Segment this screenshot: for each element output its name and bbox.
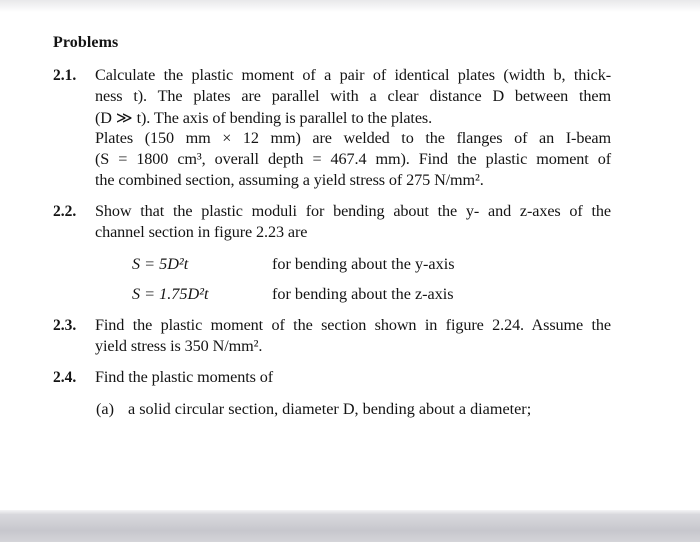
problem-text-line: channel section in figure 2.23 are bbox=[95, 223, 308, 241]
equation-formula: S = 1.75D²t bbox=[132, 285, 209, 303]
problem-number: 2.1. bbox=[53, 67, 77, 84]
equation-description: for bending about the z-axis bbox=[272, 285, 454, 303]
problem-text-line: Plates (150 mm × 12 mm) are welded to the flanges of an I-beam bbox=[95, 129, 611, 147]
problem-text-line: ness t). The plates are parallel with a clear distance D between them bbox=[95, 87, 611, 105]
equation-description: for bending about the y-axis bbox=[272, 255, 455, 273]
section-heading: Problems bbox=[53, 34, 119, 51]
problem-text-line: (D ≫ t). The axis of bending is parallel to the plates. bbox=[95, 109, 433, 127]
problem-number: 2.3. bbox=[53, 317, 77, 334]
problem-text-line: Calculate the plastic moment of a pair of identical plates (width b, thick- bbox=[95, 66, 611, 84]
equation-formula: S = 5D²t bbox=[132, 255, 189, 273]
problem-text-line: Show that the plastic moduli for bending about the y- and z-axes of the bbox=[95, 202, 611, 220]
problem-number: 2.2. bbox=[53, 203, 77, 220]
problem-number: 2.4. bbox=[53, 369, 77, 386]
subpart-label: (a) bbox=[96, 400, 114, 418]
problem-text-line: the combined section, assuming a yield stress of 275 N/mm². bbox=[95, 171, 484, 189]
subpart-text: a solid circular section, diameter D, bending about a diameter; bbox=[128, 400, 532, 418]
bottom-scroll-band bbox=[0, 514, 700, 542]
problem-text-line: Find the plastic moments of bbox=[95, 368, 274, 386]
problem-text-line: Find the plastic moment of the section shown in figure 2.24. Assume the bbox=[95, 316, 611, 334]
problem-text-line: yield stress is 350 N/mm². bbox=[95, 337, 263, 355]
problem-text-line: (S = 1800 cm³, overall depth = 467.4 mm). Find the plastic moment of bbox=[95, 150, 611, 168]
